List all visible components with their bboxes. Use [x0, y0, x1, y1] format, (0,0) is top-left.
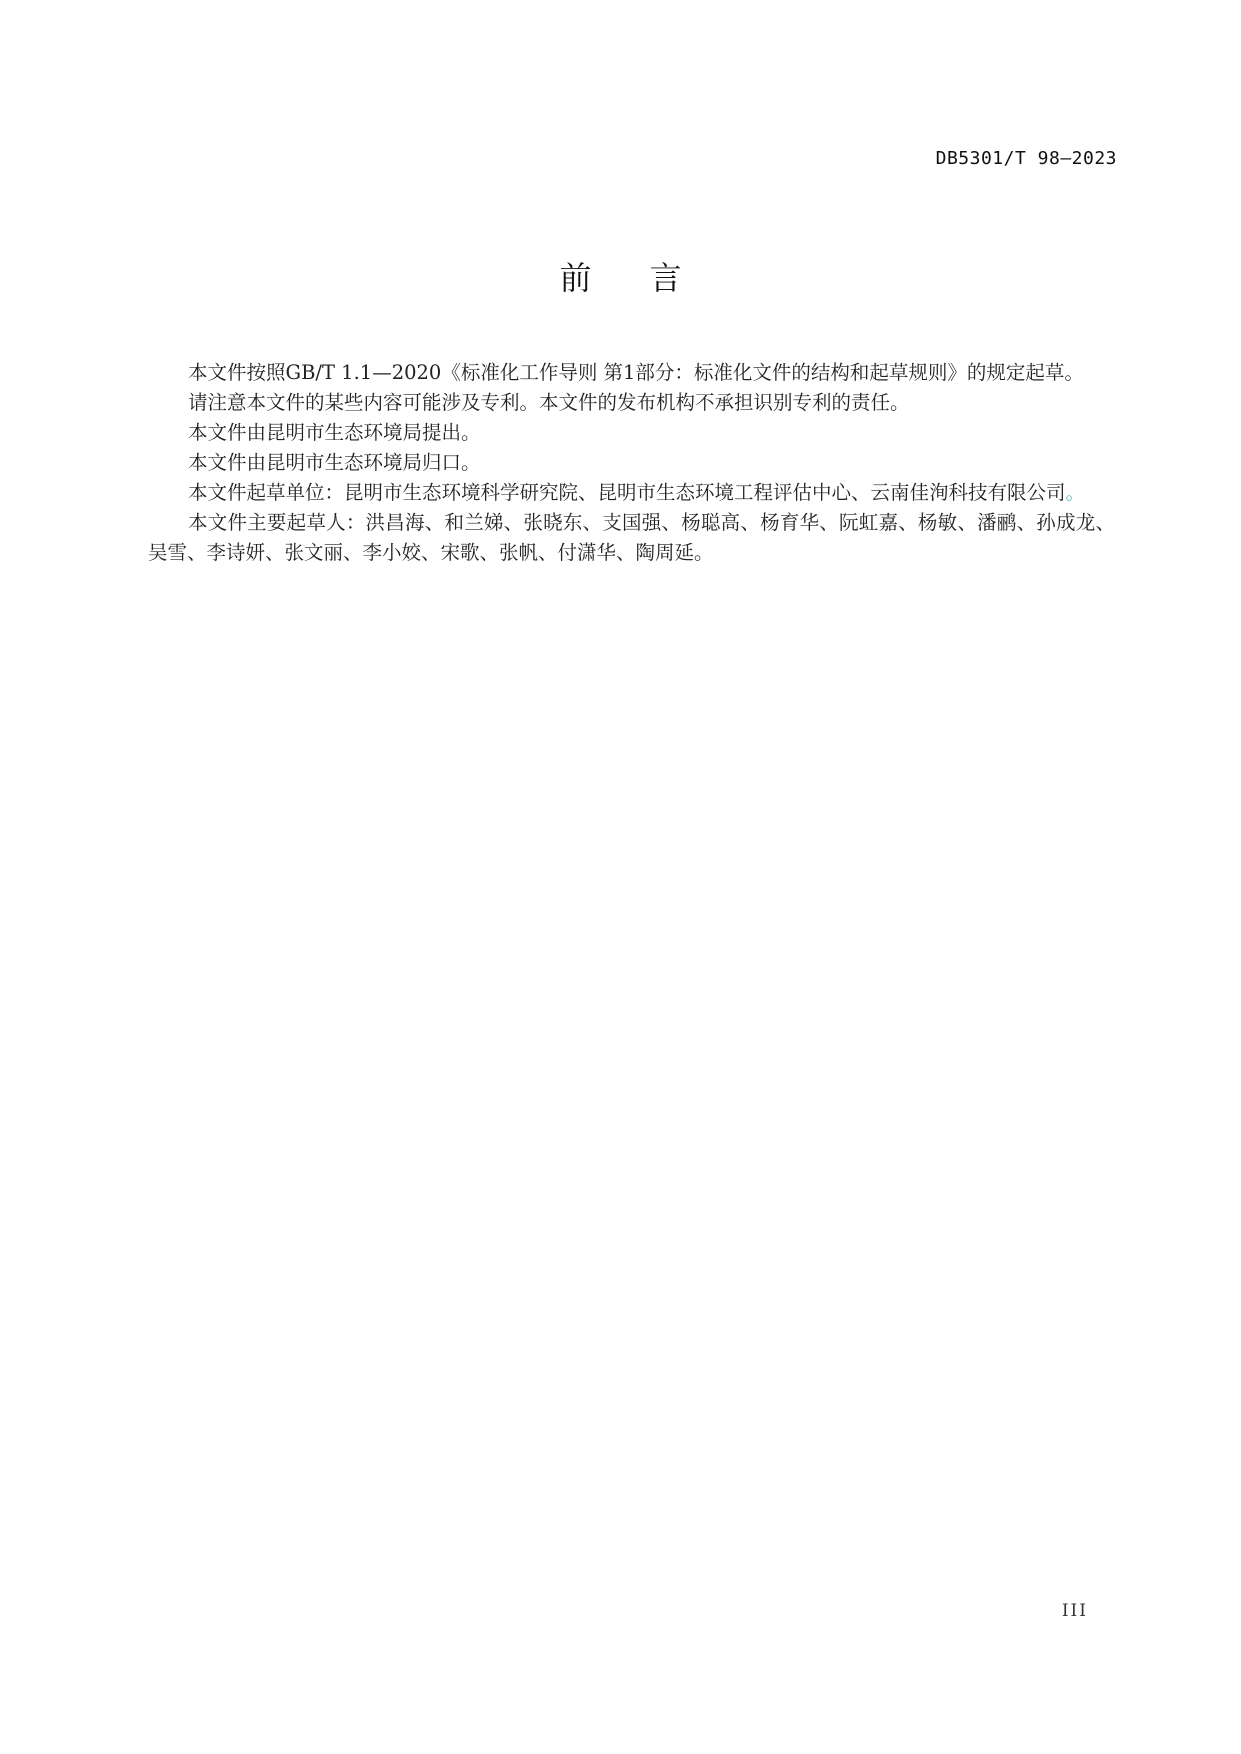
document-code: DB5301/T 98—2023 — [935, 148, 1117, 169]
drafting-units-text: 本文件起草单位：昆明市生态环境科学研究院、昆明市生态环境工程评估中心、云南佳洵科技有限公司 — [188, 481, 1066, 504]
paragraph-drafting-rules: 本文件按照GB/T 1.1—2020《标准化工作导则 第1部分：标准化文件的结构和起草规则》的规定起草。 — [188, 361, 1084, 384]
page-title: 前言 — [559, 259, 740, 297]
page-number: III — [1061, 1601, 1088, 1621]
paragraph-administrator: 本文件由昆明市生态环境局归口。 — [188, 451, 481, 474]
paragraph-proposer: 本文件由昆明市生态环境局提出。 — [188, 421, 481, 444]
paragraph-drafting-units — [148, 478, 1115, 508]
foreword-body — [148, 358, 1115, 568]
paragraph-patent-notice: 请注意本文件的某些内容可能涉及专利。本文件的发布机构不承担识别专利的责任。 — [188, 391, 910, 414]
drafting-units-end-mark: 。 — [1065, 481, 1086, 504]
paragraph-drafters: 本文件主要起草人：洪昌海、和兰娣、张晓东、支国强、杨聪高、杨育华、阮虹嘉、杨敏、潘鹂、孙成龙、吴雪、李诗妍、张文丽、李小姣、宋歌、张帆、付潇华、陶周延。 — [148, 511, 1115, 564]
